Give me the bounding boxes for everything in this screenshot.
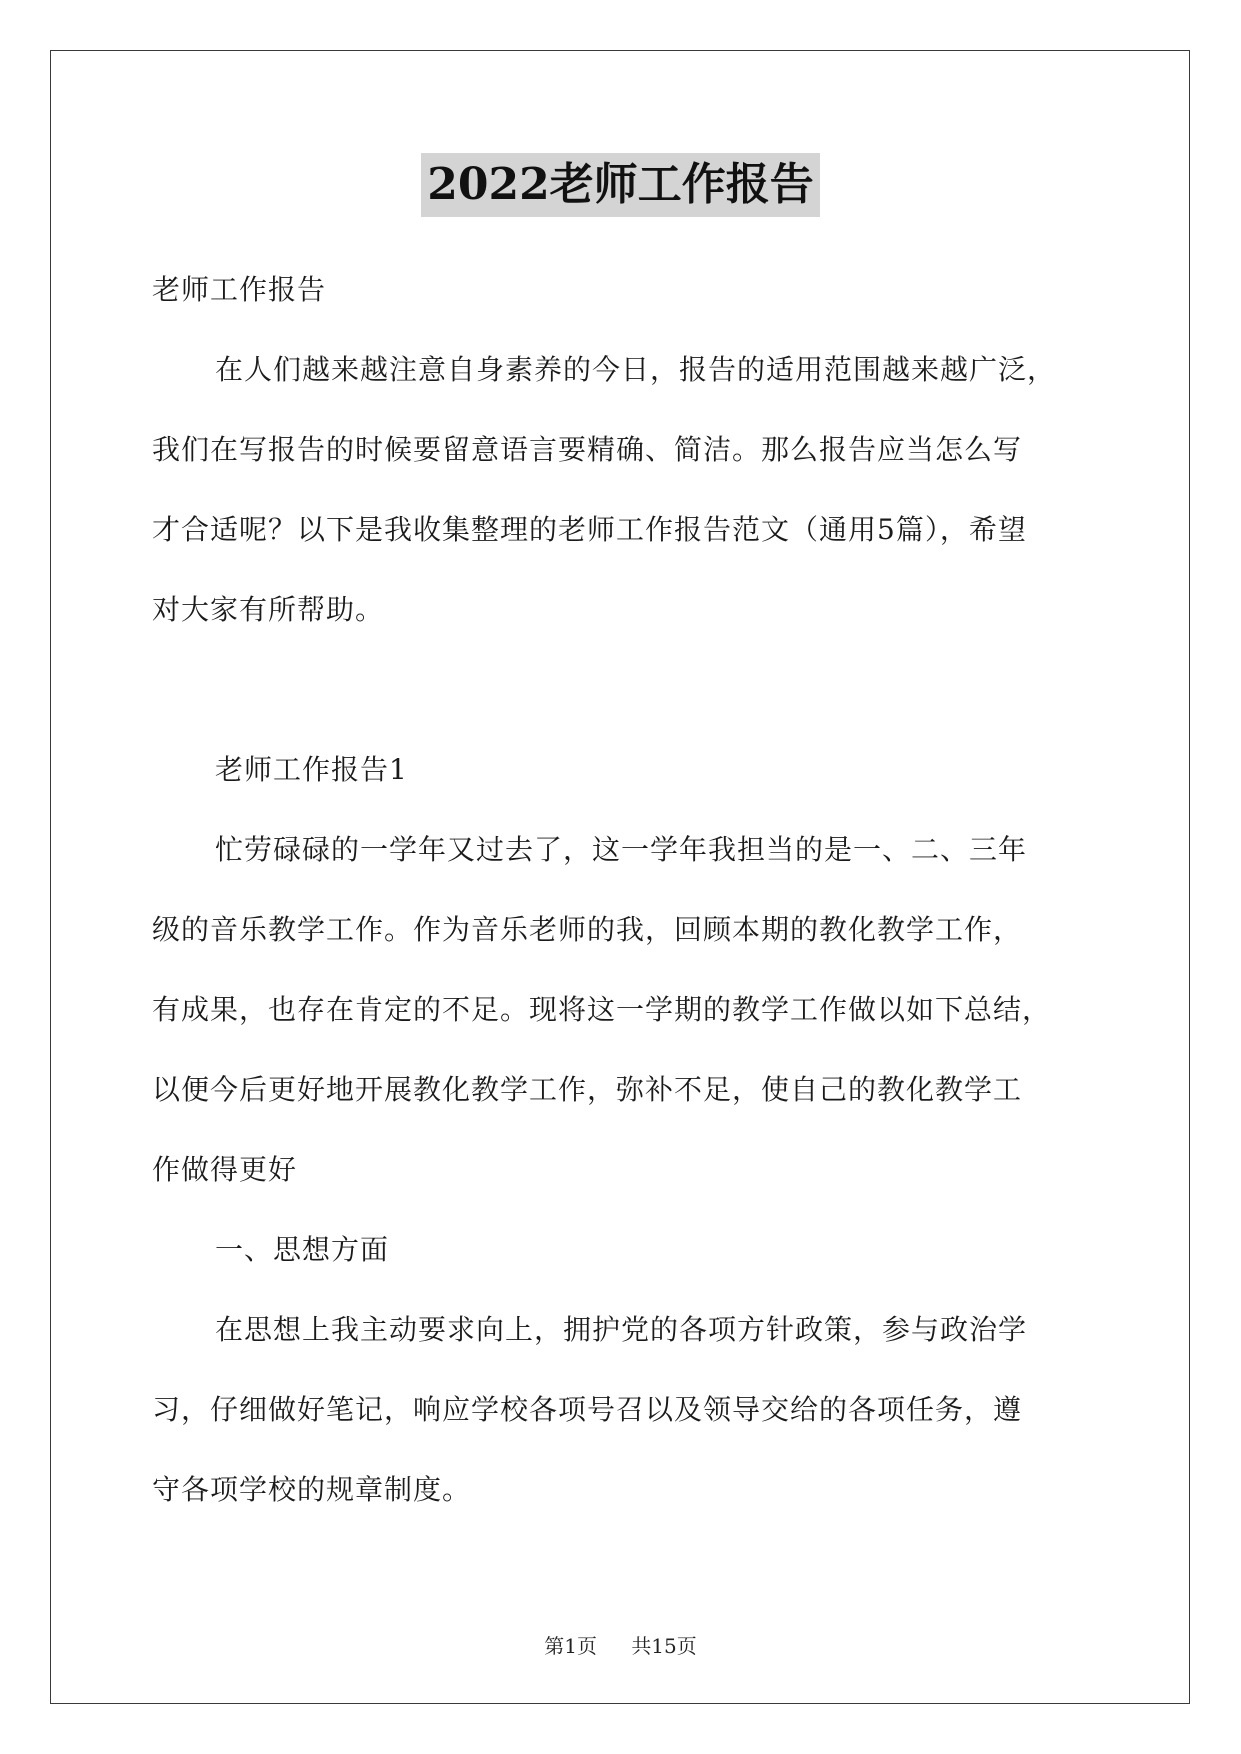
paragraph-line: 守各项学校的规章制度。 — [152, 1473, 472, 1506]
paragraph-line: 在人们越来越注意自身素养的今日，报告的适用范围越来越广泛， — [215, 353, 1057, 386]
paragraph-line: 才合适呢？以下是我收集整理的老师工作报告范文（通用5篇），希望 — [152, 513, 1027, 546]
paragraph-line: 级的音乐教学工作。作为音乐老师的我，回顾本期的教化教学工作， — [152, 913, 1023, 946]
paragraph-spacer — [152, 662, 1092, 742]
document-title — [0, 153, 1241, 217]
paragraph-line: 我们在写报告的时候要留意语言要精确、简洁。那么报告应当怎么写 — [152, 433, 1023, 466]
subtitle-line: 老师工作报告 — [152, 273, 327, 306]
page-total: 共15页 — [631, 1634, 697, 1658]
page-number: 第1页 — [544, 1634, 597, 1658]
paragraph-line: 有成果，也存在肯定的不足。现将这一学期的教学工作做以如下总结， — [152, 993, 1052, 1026]
paragraph-line: 作做得更好 — [152, 1153, 298, 1186]
paragraph-line: 习，仔细做好笔记，响应学校各项号召以及领导交给的各项任务，遵 — [152, 1393, 1023, 1426]
paragraph-line: 对大家有所帮助。 — [152, 593, 385, 626]
page-footer — [0, 1630, 1241, 1659]
paragraph-line: 忙劳碌碌的一学年又过去了，这一学年我担当的是一、二、三年 — [215, 833, 1028, 866]
document-title-text: 2022老师工作报告 — [421, 153, 819, 217]
paragraph-line: 以便今后更好地开展教化教学工作，弥补不足，使自己的教化教学工 — [152, 1073, 1023, 1106]
document-body — [152, 262, 1092, 1542]
paragraph-line: 在思想上我主动要求向上，拥护党的各项方针政策，参与政治学 — [215, 1313, 1028, 1346]
subsection-heading: 一、思想方面 — [215, 1233, 390, 1266]
section-heading: 老师工作报告1 — [215, 753, 408, 786]
